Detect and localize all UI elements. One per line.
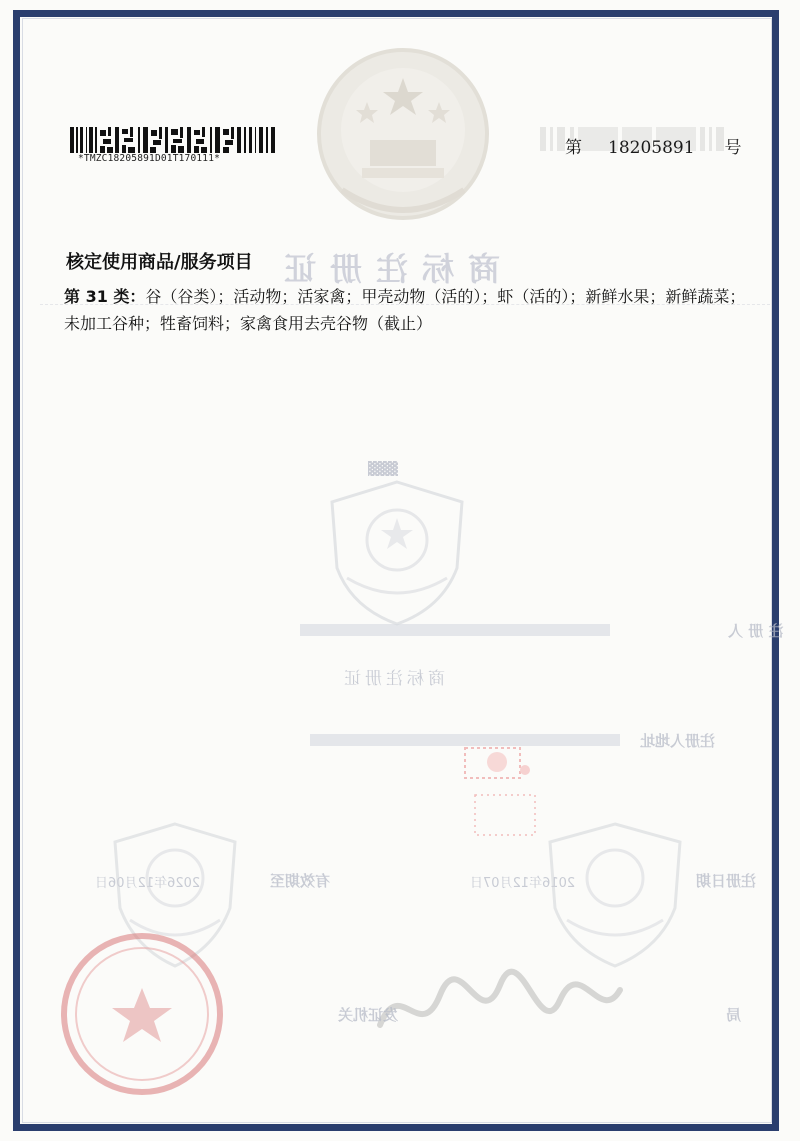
certificate-title-show-through: 商标注册证 [270, 250, 501, 288]
barcode-number: *TMZC18205891D01T170111* [78, 153, 221, 164]
show-through-validity-value: 2026年12月06日 [95, 876, 201, 891]
signature-show-through [370, 965, 630, 1055]
registration-number: 18205891 [608, 138, 695, 158]
reg-prefix: 第 [565, 138, 582, 158]
show-through-date-label: 注册日期 [696, 872, 757, 890]
barcode [70, 127, 280, 153]
show-through-registrant-label: 注 册 人 [728, 622, 784, 640]
show-through-bureau-label: 局 [726, 1006, 742, 1024]
show-through-validity-label: 有效期至 [270, 872, 331, 890]
official-seal-show-through [58, 930, 226, 1098]
police-badge-watermark [312, 478, 482, 628]
goods-class-label: 第 31 类： [64, 287, 146, 306]
show-through-address-label: 注册人地址 [640, 732, 716, 750]
goods-heading: 核定使用商品/服务项目 [66, 252, 253, 273]
show-through-mark: ▓▓▓ [368, 462, 398, 477]
show-through-title-repeat: 商标注册证 [340, 669, 445, 689]
show-through-authority-label: 发证机关 [338, 1006, 399, 1024]
show-through-date-value: 2016年12月07日 [470, 876, 576, 891]
goods-list [64, 283, 754, 337]
goods-items: 谷（谷类）；活动物；活家禽；甲壳动物（活的）；虾（活的）；新鲜水果；新鲜蔬菜；未加工谷种；牲畜饲料；家禽食用去壳谷物（截止） [64, 287, 746, 333]
show-through-registrant-value [300, 624, 610, 636]
registration-number-line [565, 133, 742, 158]
national-emblem-watermark [312, 40, 494, 228]
police-badge-watermark-right [535, 820, 695, 970]
reg-suffix: 号 [724, 138, 742, 158]
